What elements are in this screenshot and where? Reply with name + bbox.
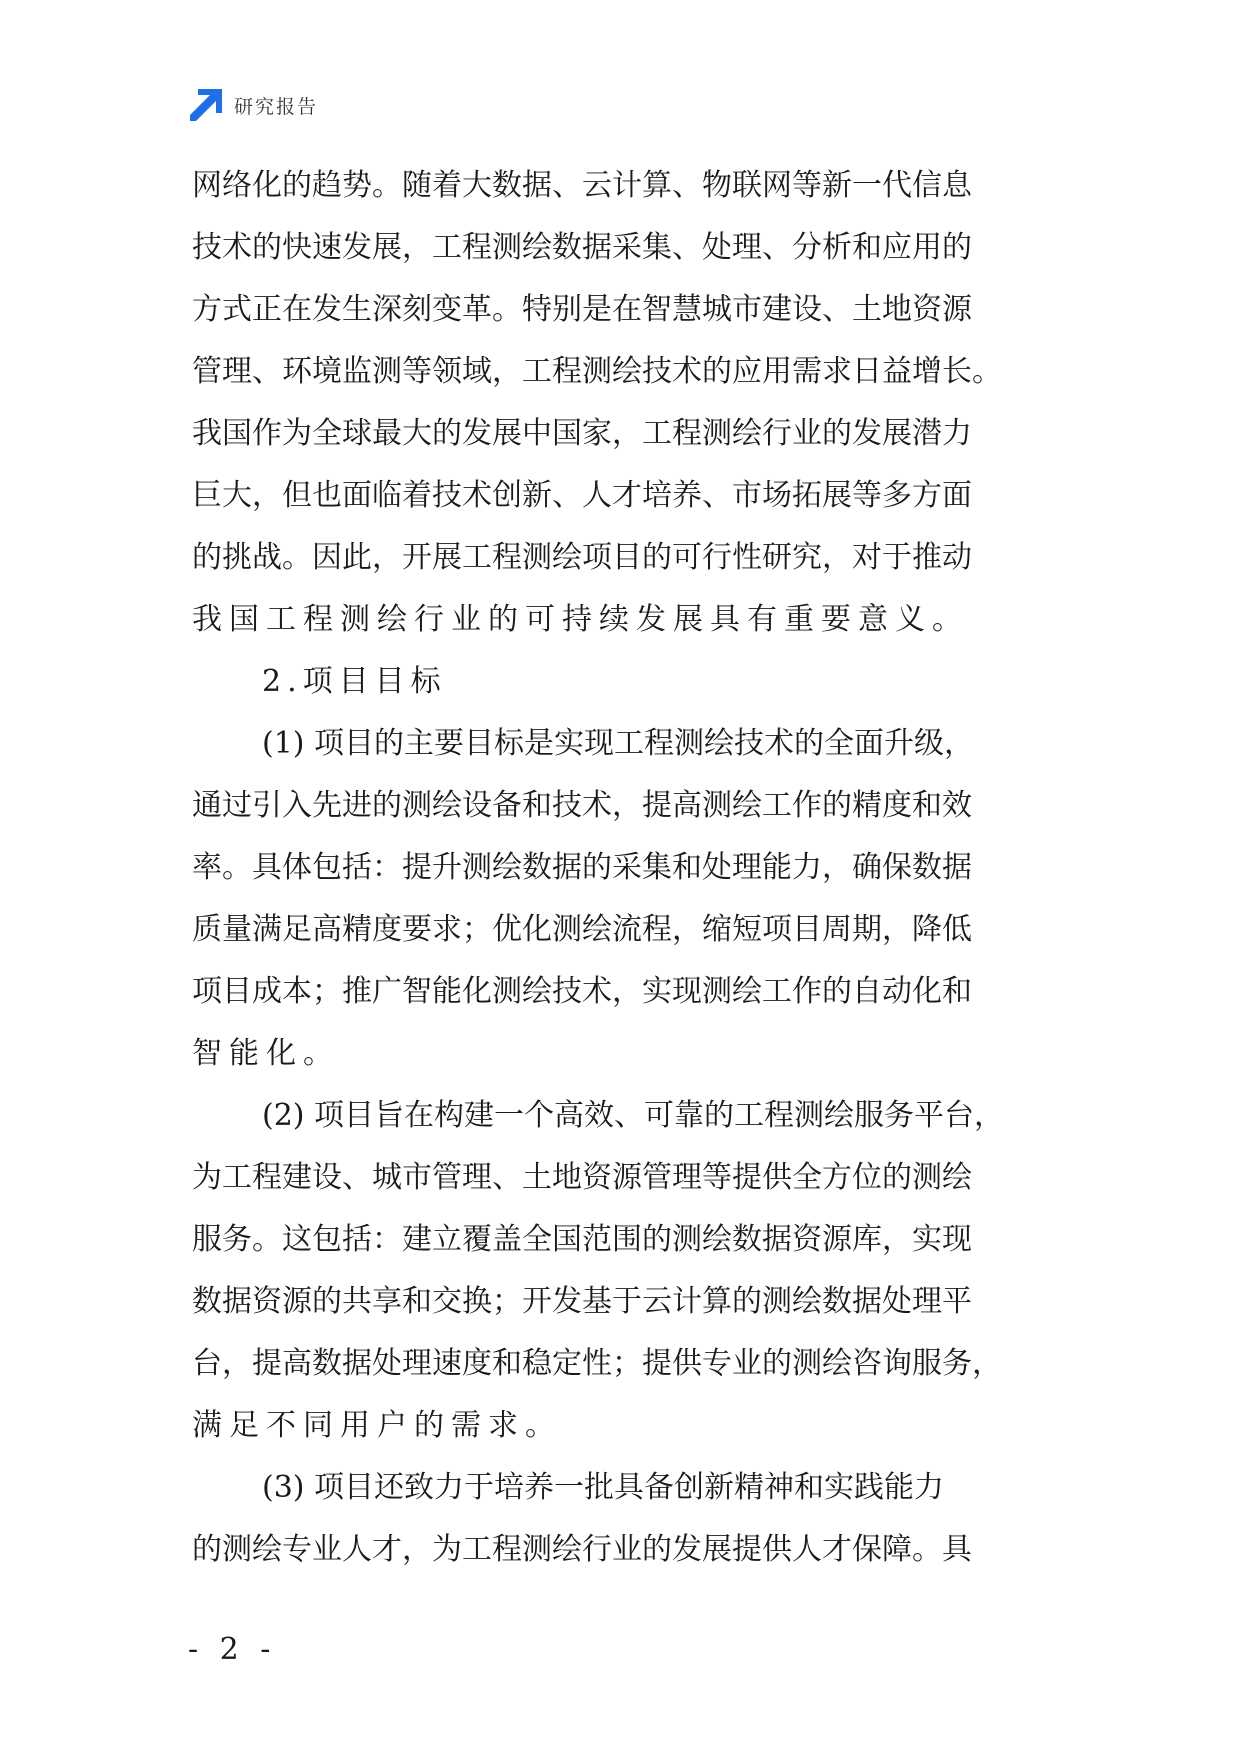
text-line: (1) 项目的主要目标是实现工程测绘技术的全面升级， (262, 726, 975, 761)
text-line: 网络化的趋势。随着大数据、云计算、物联网等新一代信息 (192, 168, 972, 203)
text-line: 通过引入先进的测绘设备和技术，提高测绘工作的精度和效 (192, 788, 972, 823)
text-line: (3) 项目还致力于培养一批具备创新精神和实践能力 (262, 1470, 945, 1505)
arrow-up-right-icon (190, 89, 222, 121)
text-line: 台，提高数据处理速度和稳定性；提供专业的测绘咨询服务， (192, 1346, 1002, 1381)
text-line: 技术的快速发展，工程测绘数据采集、处理、分析和应用的 (192, 230, 972, 265)
text-line: 满足不同用户的需求。 (192, 1408, 562, 1443)
text-line: 为工程建设、城市管理、土地资源管理等提供全方位的测绘 (192, 1160, 972, 1195)
text-line: 方式正在发生深刻变革。特别是在智慧城市建设、土地资源 (192, 292, 972, 327)
text-line: 管理、环境监测等领域，工程测绘技术的应用需求日益增长。 (192, 354, 1002, 389)
page-header (190, 88, 318, 122)
text-line: 巨大，但也面临着技术创新、人才培养、市场拓展等多方面 (192, 478, 972, 513)
document-body (192, 155, 1052, 1581)
text-line: 数据资源的共享和交换；开发基于云计算的测绘数据处理平 (192, 1284, 972, 1319)
header-title: 研究报告 (234, 95, 319, 118)
text-line: 的测绘专业人才，为工程测绘行业的发展提供人才保障。具 (192, 1532, 972, 1567)
text-line: 我国工程测绘行业的可持续发展具有重要意义。 (192, 602, 969, 637)
text-line: 项目成本；推广智能化测绘技术，实现测绘工作的自动化和 (192, 974, 972, 1009)
text-line: 智能化。 (192, 1036, 340, 1071)
text-line: 我国作为全球最大的发展中国家，工程测绘行业的发展潜力 (192, 416, 972, 451)
text-line: (2) 项目旨在构建一个高效、可靠的工程测绘服务平台， (262, 1098, 1005, 1133)
text-line: 质量满足高精度要求；优化测绘流程，缩短项目周期，降低 (192, 912, 972, 947)
text-line: 的挑战。因此，开展工程测绘项目的可行性研究，对于推动 (192, 540, 972, 575)
section-heading: 2.项目目标 (262, 664, 447, 699)
text-line: 率。具体包括：提升测绘数据的采集和处理能力，确保数据 (192, 850, 972, 885)
page-number: - 2 - (188, 1632, 277, 1667)
text-line: 服务。这包括：建立覆盖全国范围的测绘数据资源库，实现 (192, 1222, 972, 1257)
